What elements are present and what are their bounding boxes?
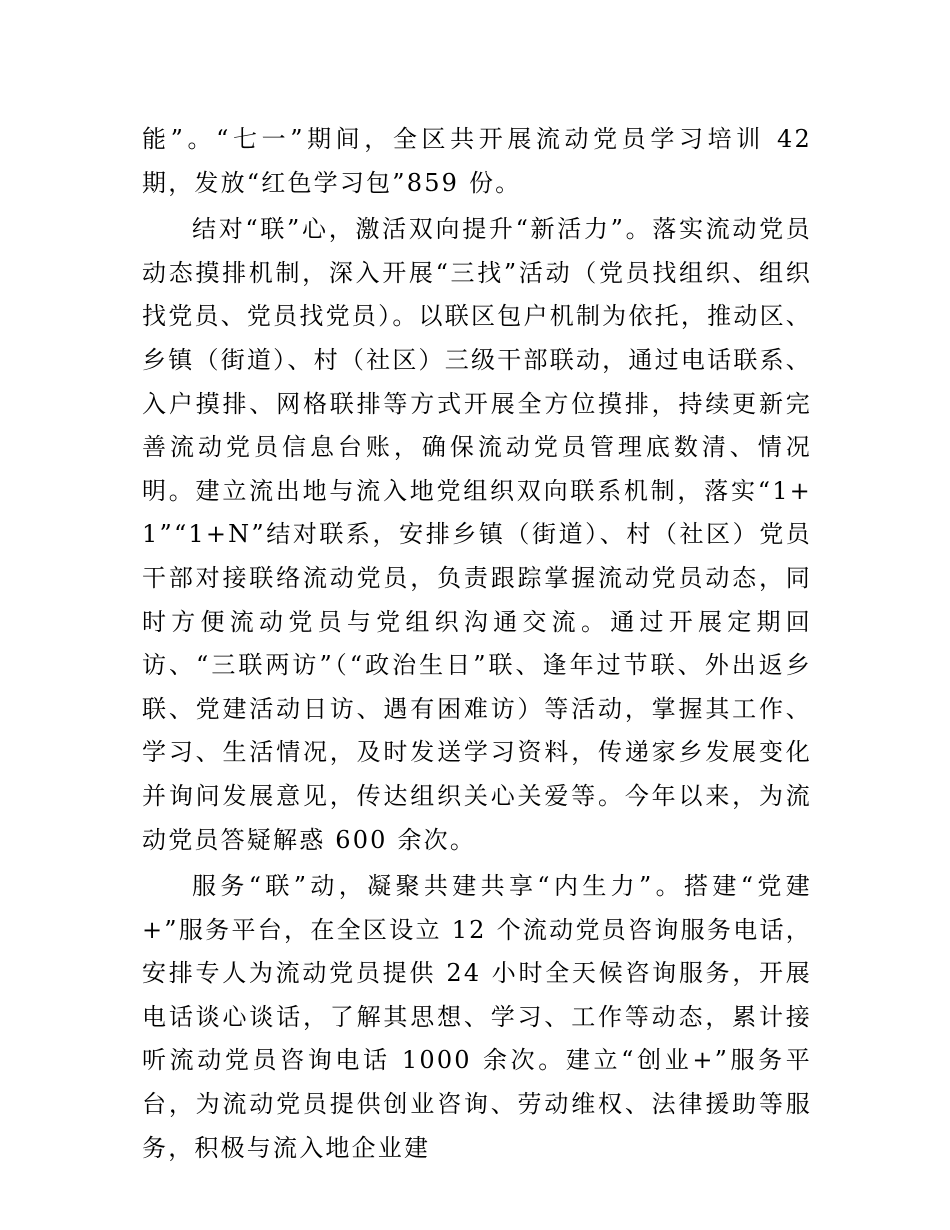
document-page bbox=[142, 118, 812, 1170]
paragraph-pairing-connection: 结对“联”心，激活双向提升“新活力”。落实流动党员动态摸排机制，深入开展“三找”活动（党员找组织、组织找党员、党员找党员）。以联区包户机制为依托，推动区、乡镇（街道）、村（社区）三级干部联动，通过电话联系、入户摸排、网格联排等方式开展全方位摸排，持续更新完善流动党员信息台账，确保流动党员管理底数清、情况明。建立流出地与流入地党组织双向联系机制，落实“1+1”“1+N”结对联系，安排乡镇（街道）、村（社区）党员干部对接联络流动党员，负责跟踪掌握流动党员动态，同时方便流动党员与党组织沟通交流。通过开展定期回访、“三联两访”（“政治生日”联、逢年过节联、外出返乡联、党建活动日访、遇有困难访）等活动，掌握其工作、学习、生活情况，及时发送学习资料，传递家乡发展变化并询问发展意见，传达组织关心关爱等。今年以来，为流动党员答疑解惑 600 余次。 bbox=[142, 215, 812, 854]
paragraph-continuation: 能”。“七一”期间，全区共开展流动党员学习培训 42 期，发放“红色学习包”859 份。 bbox=[142, 125, 812, 197]
paragraph-service-linkage: 服务“联”动，凝聚共建共享“内生力”。搭建“党建+”服务平台，在全区设立 12 个流动党员咨询服务电话，安排专人为流动党员提供 24 小时全天候咨询服务，开展电话谈心谈话，了解其思想、学习、工作等动态，累计接听流动党员咨询电话 1000 余次。建立“创业+”服务平台，为流动党员提供创业咨询、劳动维权、法律援助等服务，积极与流入地企业建 bbox=[142, 872, 812, 1162]
